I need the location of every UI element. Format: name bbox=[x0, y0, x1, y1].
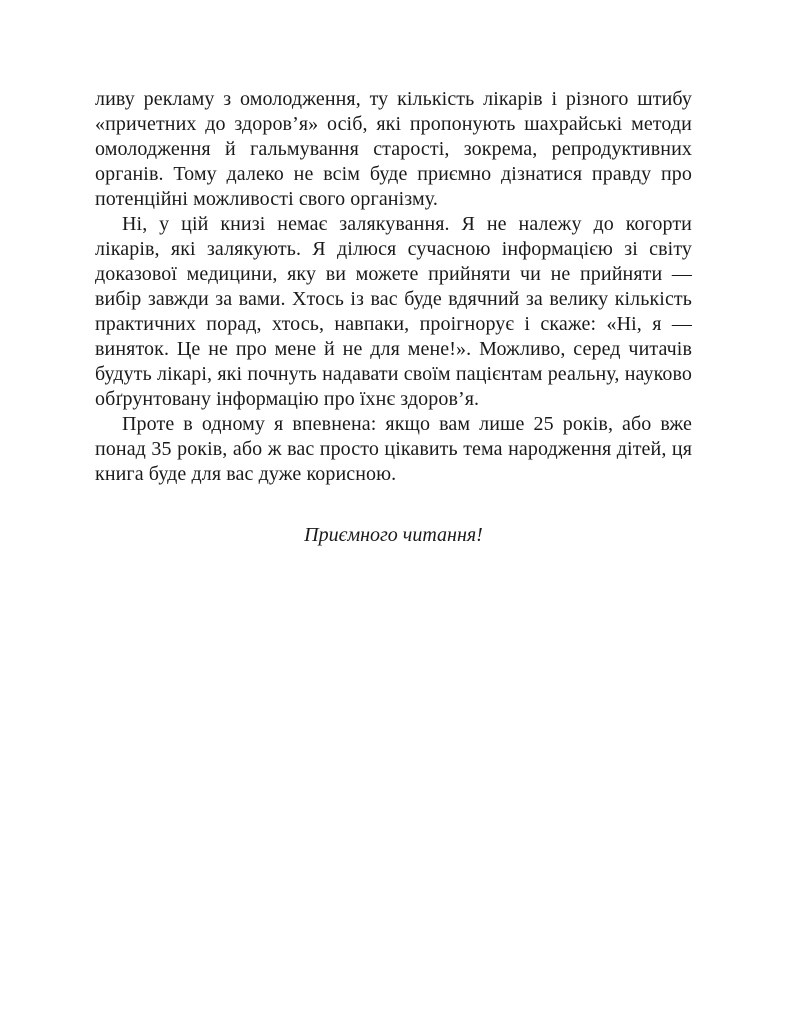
paragraph-2: Ні, у цій книзі немає залякування. Я не належу до когорти лікарів, які залякують. Я ділюся сучасною інформацією зі світу доказової медицини, яку ви можете прийняти чи не прийняти — вибір завжди за вами. Хтось із вас буде вдячний за велику кількість практичних порад, хтось, навпаки, проігнорує і скаже: «Ні, я — виняток. Це не про мене й не для мене!». Можливо, серед читачів будуть лікарі, які почнуть надавати своїм пацієнтам реальну, науково обґрунтовану інформацію про їхнє здоров’я. bbox=[95, 213, 692, 410]
paragraph-3: Проте в одному я впевнена: якщо вам лише 25 років, або вже понад 35 років, або ж вас просто цікавить тема народження дітей, ця книга буде для вас дуже корисною. bbox=[95, 413, 692, 485]
paragraph-1: ливу рекламу з омолодження, ту кількість лікарів і різного штибу «причетних до здоров’я» осіб, які пропонують шахрайські методи омолодження й гальмування старості, зокрема, репродуктивних органів. Тому далеко не всім буде приємно дізнатися правду про потенційні можливості свого організму. bbox=[95, 88, 692, 210]
closing-line: Приємного читання! bbox=[304, 524, 483, 546]
text-block bbox=[95, 87, 692, 548]
